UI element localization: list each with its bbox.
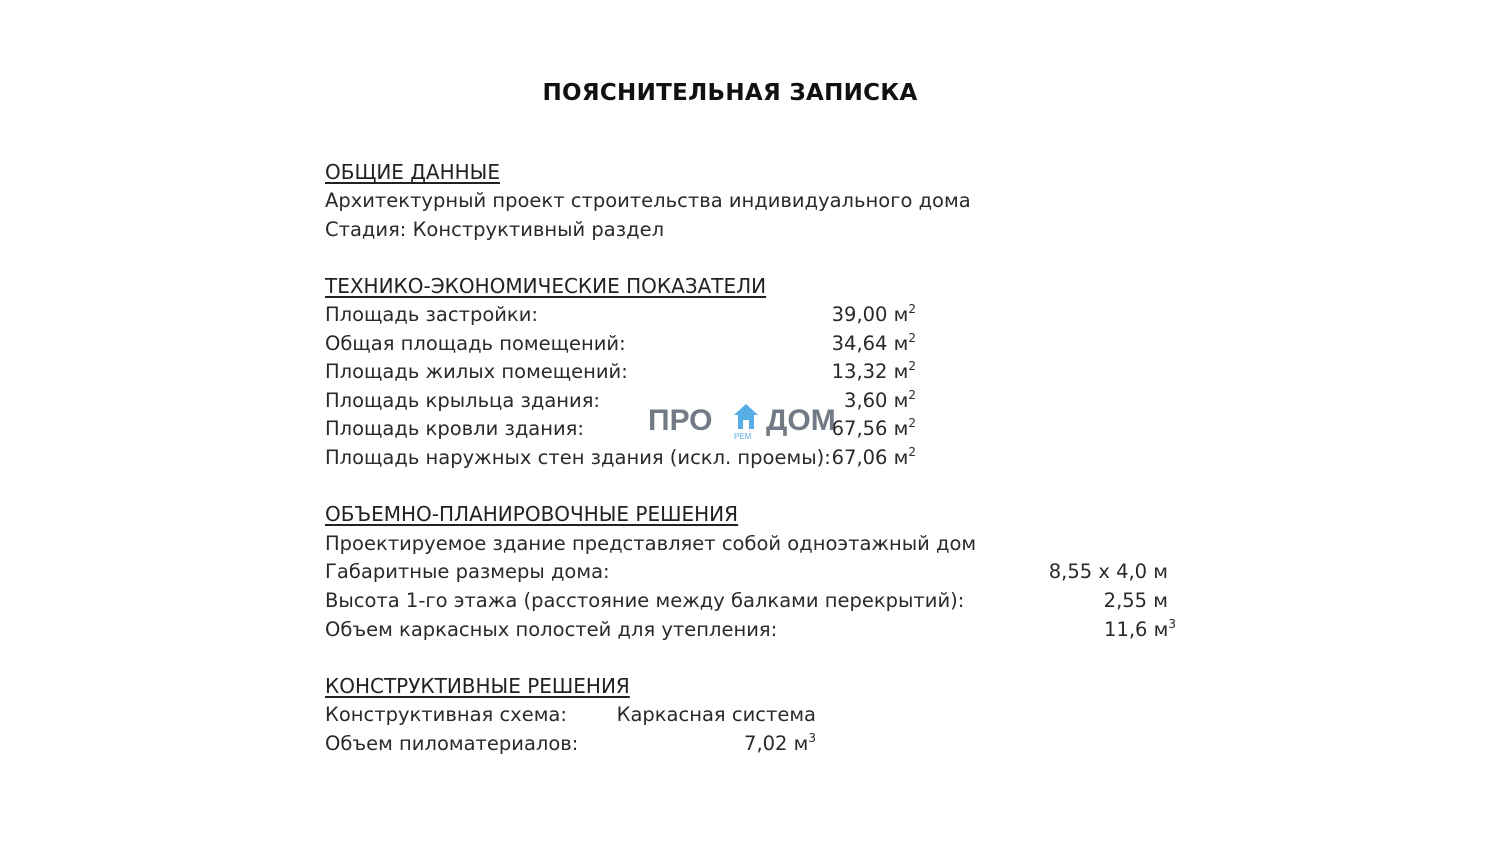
tech-row-label: Площадь кровли здания: bbox=[325, 417, 584, 440]
tech-row-value: 13,32 $м^2$ bbox=[831, 359, 916, 383]
tech-row-label: Общая площадь помещений: bbox=[325, 332, 626, 355]
tech-row-value: 3,60 $м^2$ bbox=[844, 388, 916, 412]
planning-row-value: 8,55 х 4,0 м bbox=[1048, 560, 1168, 583]
tech-row-value: 39,00 $м^2$ bbox=[831, 302, 916, 326]
tech-row-label: Площадь жилых помещений: bbox=[325, 360, 628, 383]
tech-row-value: 67,56 $м^2$ bbox=[831, 416, 916, 440]
tech-row-label: Площадь наружных стен здания (искл. проемы): bbox=[325, 446, 831, 469]
planning-row-value: 11,6 $м^3$ bbox=[1104, 617, 1176, 641]
page-title: ПОЯСНИТЕЛЬНАЯ ЗАПИСКА bbox=[542, 80, 918, 106]
planning-row-label: Объем каркасных полостей для утепления: bbox=[325, 618, 778, 641]
planning-intro: Проектируемое здание представляет собой одноэтажный дом bbox=[325, 532, 977, 555]
planning-row-label: Габаритные размеры дома: bbox=[325, 560, 610, 583]
structural-row-label: Объем пиломатериалов: bbox=[325, 732, 579, 755]
watermark-sub-text: РЕМ bbox=[734, 432, 752, 441]
tech-row-label: Площадь крыльца здания: bbox=[325, 389, 600, 412]
section-heading-general: ОБЩИЕ ДАННЫЕ bbox=[325, 160, 500, 184]
tech-row-value: 34,64 $м^2$ bbox=[831, 331, 916, 355]
structural-row-value: Каркасная система bbox=[616, 703, 816, 726]
general-line-stage: Стадия: Конструктивный раздел bbox=[325, 218, 665, 241]
structural-row-label: Конструктивная схема: bbox=[325, 703, 567, 726]
section-heading-structural: КОНСТРУКТИВНЫЕ РЕШЕНИЯ bbox=[325, 674, 630, 698]
planning-row-value: 2,55 м bbox=[1103, 589, 1168, 612]
section-heading-planning: ОБЪЕМНО-ПЛАНИРОВОЧНЫЕ РЕШЕНИЯ bbox=[325, 502, 739, 526]
section-heading-technical: ТЕХНИКО-ЭКОНОМИЧЕСКИЕ ПОКАЗАТЕЛИ bbox=[325, 274, 767, 298]
watermark-logo bbox=[648, 402, 853, 442]
watermark-left-text: ПРО bbox=[648, 404, 713, 437]
structural-row-value: 7,02 $м^3$ bbox=[744, 731, 816, 755]
general-line-project: Архитектурный проект строительства индивидуального дома bbox=[325, 189, 971, 212]
planning-row-label: Высота 1-го этажа (расстояние между балками перекрытий): bbox=[325, 589, 965, 612]
tech-row-label: Площадь застройки: bbox=[325, 303, 538, 326]
tech-row-value: 67,06 $м^2$ bbox=[831, 445, 916, 469]
watermark-right-text: ДОМ bbox=[766, 404, 836, 437]
